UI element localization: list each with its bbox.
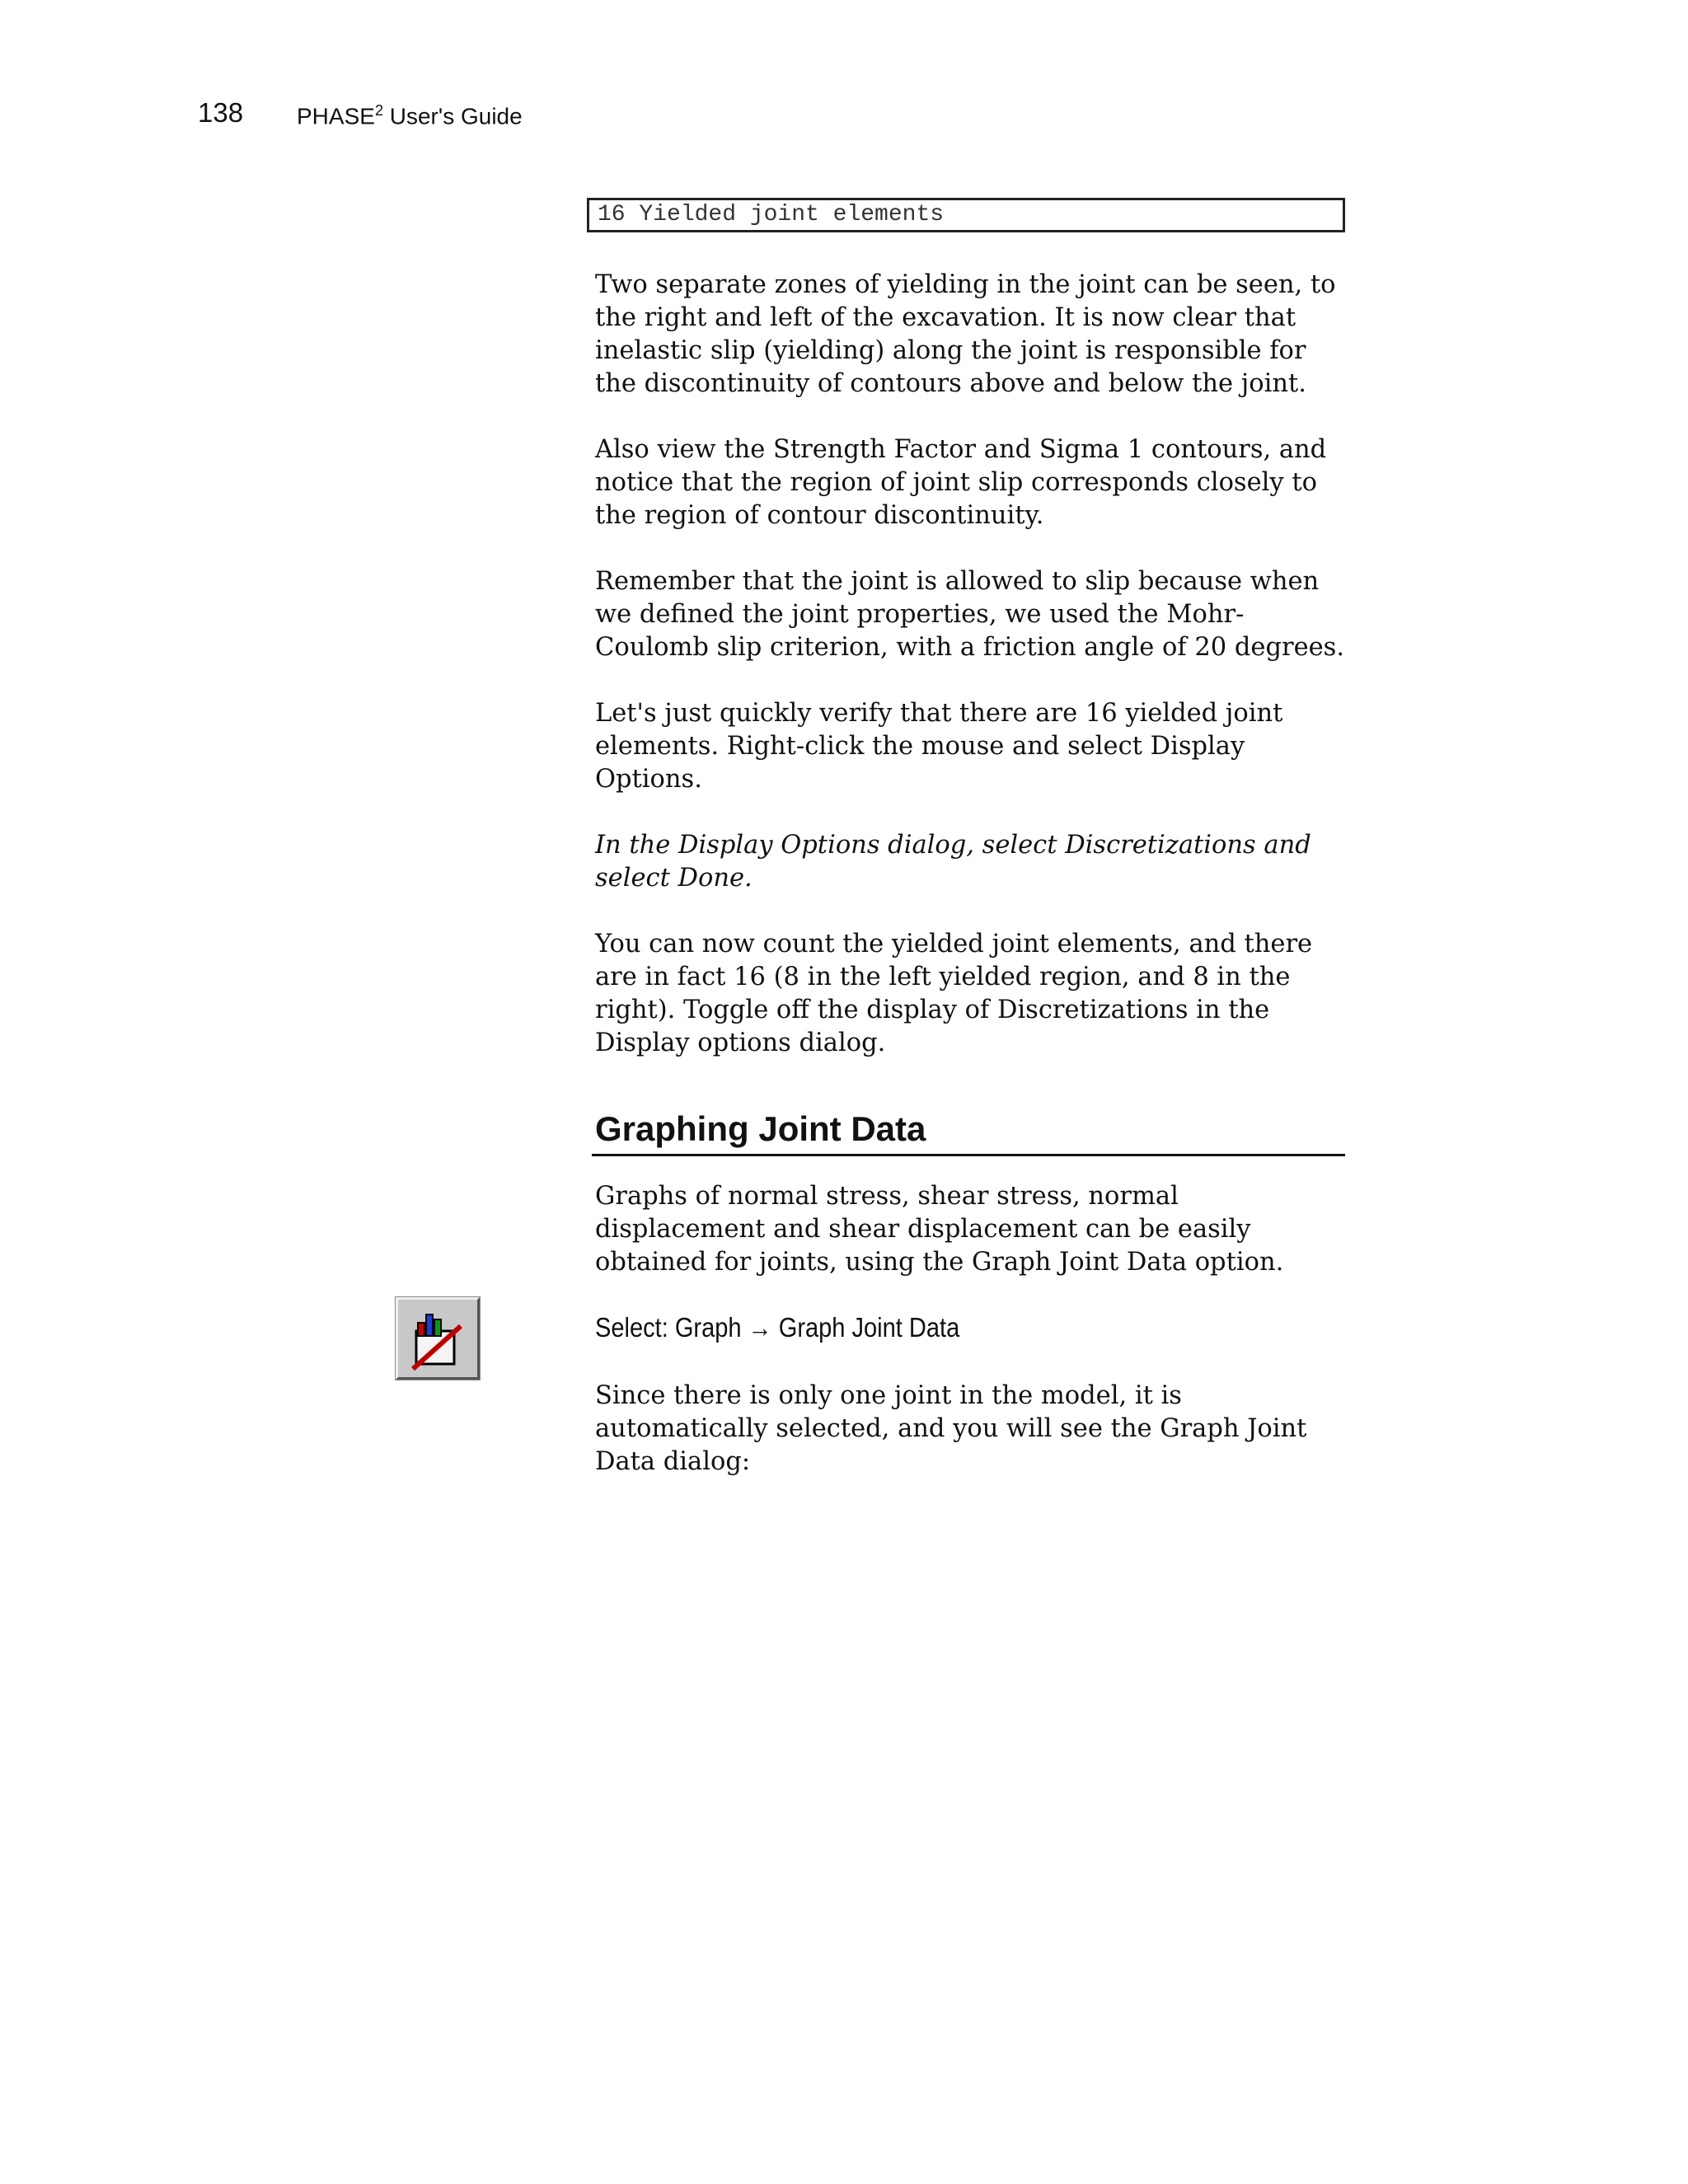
guide-title-suffix: User's Guide [382, 103, 523, 129]
paragraph-joint-slip: Remember that the joint is allowed to slip because when we defined the joint properties, we used the Mohr-Coulomb slip criterion, with a friction angle of 20 degrees. [595, 567, 1345, 662]
paragraph-yielding-zones: Two separate zones of yielding in the joint can be seen, to the right and left of the excavation. It is now clear that inelastic slip (yielding) along the joint is responsible for the discontinuity of contours above and below the joint. [595, 270, 1336, 398]
graph-joint-data-icon [406, 1308, 472, 1374]
figure-caption-box: 16 Yielded joint elements [587, 198, 1345, 232]
guide-title: PHASE [297, 103, 375, 129]
guide-title-superscript: 2 [374, 102, 383, 119]
select-menu-instruction: Select: Graph → Graph Joint Data [595, 1312, 960, 1343]
paragraph-strength-factor: Also view the Strength Factor and Sigma 1 contours, and notice that the region of joint slip corresponds closely to the region of contour discontinuity. [595, 435, 1327, 530]
graph-joint-data-toolbar-button[interactable] [396, 1297, 480, 1380]
paragraph-display-options-instruction: In the Display Options dialog, select Discretizations and select Done. [595, 831, 1311, 893]
page-number: 138 [198, 97, 244, 128]
paragraph-graph-dialog: Since there is only one joint in the model, it is automatically selected, and you will see the Graph Joint Data dialog: [595, 1381, 1307, 1476]
heading-rule [592, 1154, 1345, 1156]
running-header [297, 102, 523, 129]
paragraph-graph-intro: Graphs of normal stress, shear stress, normal displacement and shear displacement can be easily obtained for joints, using the Graph Joint Data option. [595, 1182, 1284, 1277]
paragraph-count-elements: You can now count the yielded joint elements, and there are in fact 16 (8 in the left yielded region, and 8 in the right). Toggle off the display of Discretizations in the Display options dialog. [595, 930, 1313, 1057]
section-heading: Graphing Joint Data [595, 1109, 926, 1148]
paragraph-verify-elements: Let's just quickly verify that there are 16 yielded joint elements. Right-click the mouse and select Display Options. [595, 699, 1283, 794]
